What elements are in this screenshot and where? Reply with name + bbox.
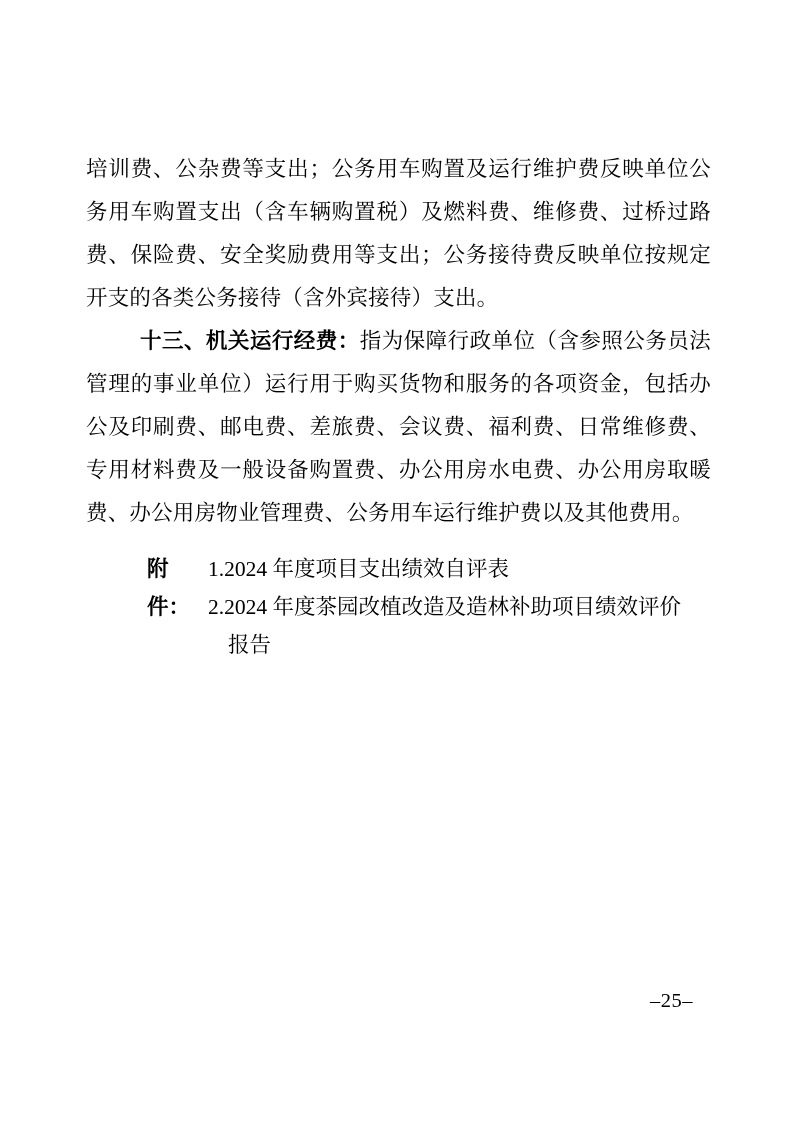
body-line: 务用车购置支出（含车辆购置税）及燃料费、维修费、过桥过路 [86,200,711,224]
attachment-label: 附件： [147,557,191,619]
section-heading: 十三、机关运行经费： [140,329,360,353]
attachment-block [147,550,727,664]
attachment-items [208,550,727,664]
body-line: 费、办公用房物业管理费、公务用车运行维护费以及其他费用。 [86,501,694,525]
attachment-item: 2.2024 年度茶园改植改造及造林补助项目绩效评价 [208,595,682,619]
page-number: –25– [650,990,693,1012]
body-line: 费、保险费、安全奖励费用等支出；公务接待费反映单位按规定 [86,243,711,267]
body-line: 开支的各类公务接待（含外宾接待）支出。 [86,286,499,310]
body-line: 公及印刷费、邮电费、差旅费、会议费、福利费、日常维修费、 [86,415,711,439]
attachment-item-continuation: 报告 [228,633,272,657]
body-line: 管理的事业单位）运行用于购买货物和服务的各项资金，包括办 [86,372,711,396]
attachment-item: 1.2024 年度项目支出绩效自评表 [208,557,510,581]
body-line: 培训费、公杂费等支出；公务用车购置及运行维护费反映单位公 [86,157,711,181]
body-text [86,148,711,535]
section-heading-rest: 指为保障行政单位（含参照公务员法 [359,329,711,353]
body-line [86,320,711,363]
body-line: 专用材料费及一般设备购置费、办公用房水电费、办公用房取暖 [86,458,711,482]
